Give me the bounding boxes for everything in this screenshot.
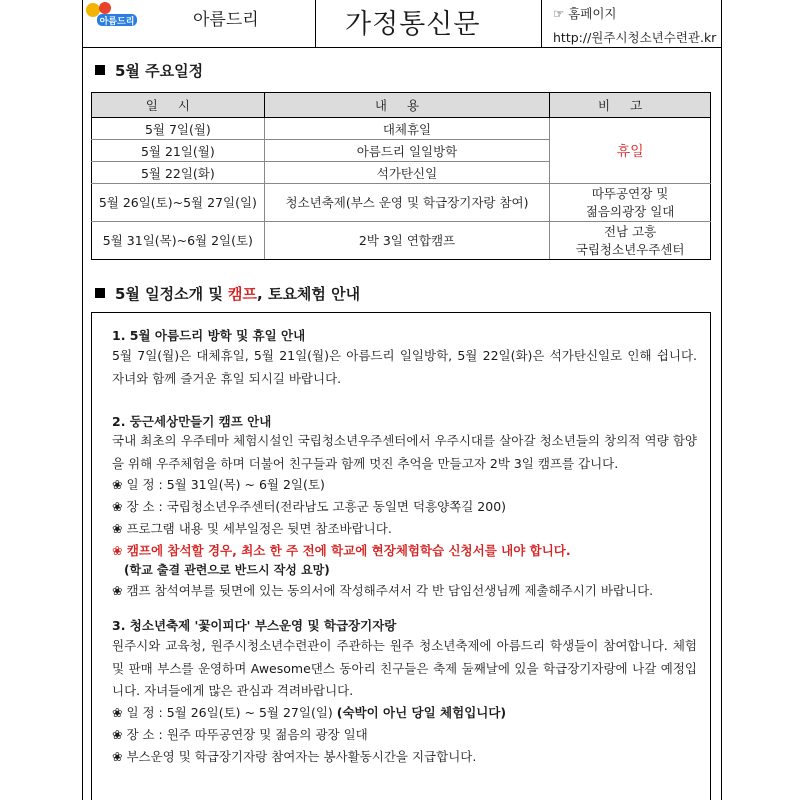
header-divider-left	[315, 0, 316, 47]
col-header-note: 비고	[550, 93, 711, 118]
holiday-note: 휴일	[550, 118, 711, 184]
square-bullet-icon	[95, 65, 105, 75]
row-content: 2박 3일 연합캠프	[264, 222, 550, 260]
row-content: 석가탄신일	[264, 162, 550, 184]
row-note: 따뚜공연장 및 젊음의광장 일대	[550, 184, 711, 222]
header-divider-right	[541, 0, 542, 47]
org-name: 아름드리	[193, 10, 259, 30]
homepage-url-link[interactable]: http://원주시청소년수련관.kr	[553, 30, 717, 45]
table-row	[92, 184, 711, 222]
festival-place: ❀ 장 소 : 원주 따뚜공연장 및 젊음의 광장 일대	[112, 727, 368, 742]
row-note: 전남 고흥 국립청소년우주센터	[550, 222, 711, 260]
row-date: 5월 7일(월)	[92, 118, 265, 140]
camp-date: ❀ 일 정 : 5월 31일(목) ~ 6월 2일(토)	[112, 477, 325, 492]
section-title-events: 5월 일정소개 및 캠프, 토요체험 안내	[95, 283, 360, 304]
newsletter-page	[82, 0, 722, 800]
row-date: 5월 26일(토)~5월 27일(일)	[92, 184, 265, 222]
camp-warning-sub: (학교 출결 관련으로 반드시 작성 요망)	[124, 563, 330, 577]
table-header-row	[92, 93, 711, 118]
camp-place: ❀ 장 소 : 국립청소년우주센터(전라남도 고흥군 동일면 덕흥양쪽길 200)	[112, 499, 507, 514]
paragraph-camp: 국내 최초의 우주테마 체험시설인 국립청소년우주센터에서 우주시대를 살아갈 청소년들의 창의적 역량 함양을 위해 우주체험을 하며 더불어 친구들과 함께 멋진 추억을 만들고자 2박 3일 캠프를 갑니다.	[112, 433, 697, 471]
table-row	[92, 118, 711, 140]
camp-consent: ❀ 캠프 참석여부를 뒷면에 있는 동의서에 작성해주셔서 각 반 담임선생님께 제출해주시기 바랍니다.	[112, 583, 654, 598]
festival-date: ❀ 일 정 : 5월 26일(토) ~ 5월 27일(일) (숙박이 아닌 당일 체험입니다)	[112, 705, 507, 720]
areumdri-logo	[83, 0, 143, 28]
heading-vacation: 1. 5월 아름드리 방학 및 휴일 안내	[112, 328, 306, 343]
row-date: 5월 21일(월)	[92, 140, 265, 162]
heading-festival: 3. 청소년축제 '꽃이피다' 부스운영 및 학급장기자랑	[112, 618, 397, 633]
festival-service-hours: ❀ 부스운영 및 학급장기자랑 참여자는 봉사활동시간을 지급합니다.	[112, 749, 477, 764]
row-content: 청소년축제(부스 운영 및 학급장기자랑 참여)	[264, 184, 550, 222]
table-row	[92, 222, 711, 260]
row-date: 5월 31일(목)~6월 2일(토)	[92, 222, 265, 260]
paragraph-vacation: 5월 7일(월)은 대체휴일, 5월 21일(월)은 아름드리 일일방학, 5월 22일(화)은 석가탄신일로 인해 쉽니다. 자녀와 함께 즐거운 휴일 되시길 바랍니다.	[112, 348, 697, 386]
row-date: 5월 22일(화)	[92, 162, 265, 184]
may-schedule-table	[91, 92, 711, 260]
col-header-datetime: 일시	[92, 93, 265, 118]
square-bullet-icon	[95, 288, 105, 298]
row-content: 대체휴일	[264, 118, 550, 140]
newsletter-title: 가정통신문	[345, 9, 481, 40]
paragraph-festival: 원주시와 교육청, 원주시청소년수련관이 주관하는 원주 청소년축제에 아름드리 학생들이 참여합니다. 체험 및 판매 부스를 운영하며 Awesome댄스 동아리 친구들은 축제 둘째날에 있을 학급장기자랑에 나갈 예정입니다. 자녀들에게 많은 관심과 격려바랍니다.	[112, 638, 697, 699]
section-title-schedule: 5월 주요일정	[95, 60, 203, 81]
notice-box	[91, 312, 711, 800]
camp-program: ❀ 프로그램 내용 및 세부일정은 뒷면 참조바랍니다.	[112, 521, 392, 536]
heading-camp: 2. 둥근세상만들기 캠프 안내	[112, 414, 272, 429]
homepage-label: ☞ 홈페이지	[553, 6, 617, 21]
row-content: 아름드리 일일방학	[264, 140, 550, 162]
newsletter-header	[83, 0, 721, 48]
svg-text:아름드리: 아름드리	[99, 17, 135, 27]
col-header-content: 내용	[264, 93, 550, 118]
camp-warning: ❀ 캠프에 참석할 경우, 최소 한 주 전에 학교에 현장체험학습 신청서를 내야 합니다.	[112, 543, 571, 558]
